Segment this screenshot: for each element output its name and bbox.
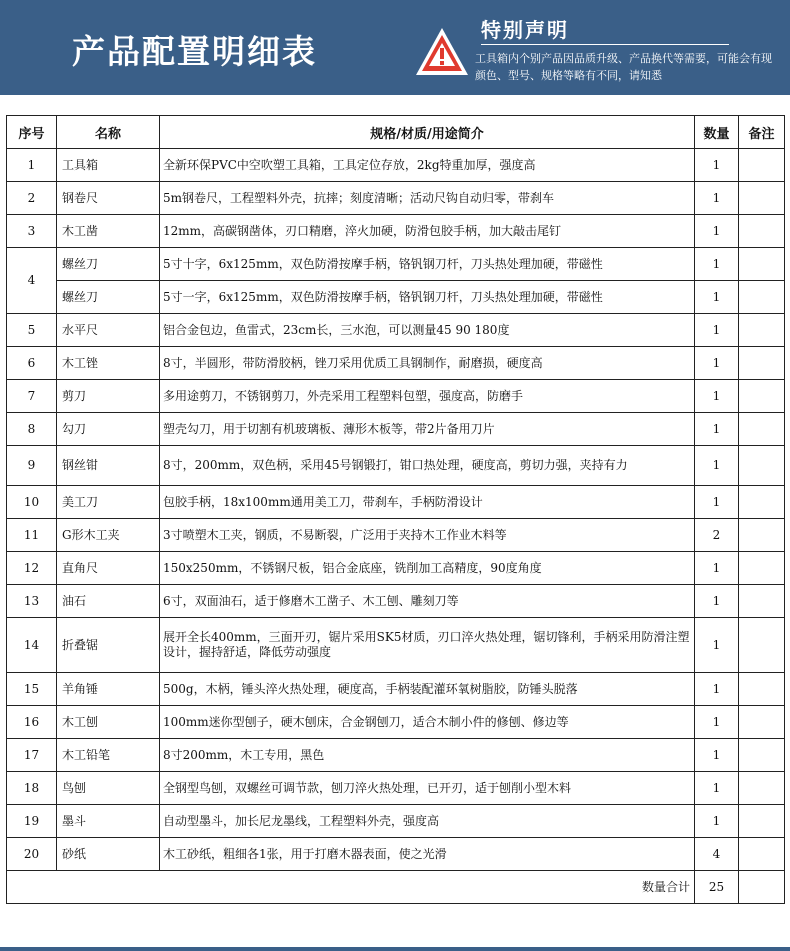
- cell-no: 8: [7, 413, 57, 446]
- cell-qty: 1: [695, 182, 739, 215]
- cell-remark: [739, 805, 785, 838]
- warning-triangle-icon: [414, 26, 470, 78]
- cell-qty: 1: [695, 618, 739, 673]
- cell-spec: 塑壳勾刀，用于切割有机玻璃板、薄形木板等，带2片备用刀片: [160, 413, 695, 446]
- table-body: [7, 149, 785, 904]
- cell-qty: 1: [695, 805, 739, 838]
- cell-no: 12: [7, 552, 57, 585]
- cell-spec: 3寸喷塑木工夹，钢质，不易断裂，广泛用于夹持木工作业木料等: [160, 519, 695, 552]
- cell-remark: [739, 585, 785, 618]
- column-header-name: 名称: [57, 116, 160, 149]
- cell-name: 剪刀: [57, 380, 160, 413]
- table-row: [7, 446, 785, 486]
- table-row: [7, 314, 785, 347]
- declaration-title: 特别声明: [481, 18, 569, 42]
- cell-qty: 1: [695, 413, 739, 446]
- cell-qty: 1: [695, 486, 739, 519]
- cell-remark: [739, 772, 785, 805]
- cell-name: 砂纸: [57, 838, 160, 871]
- cell-spec: 8寸200mm，木工专用，黑色: [160, 739, 695, 772]
- cell-remark: [739, 838, 785, 871]
- total-label: 数量合计: [7, 871, 695, 904]
- cell-remark: [739, 380, 785, 413]
- cell-no: 10: [7, 486, 57, 519]
- cell-remark: [739, 182, 785, 215]
- table-row: [7, 805, 785, 838]
- cell-remark: [739, 347, 785, 380]
- column-header-qty: 数量: [695, 116, 739, 149]
- cell-name: G形木工夹: [57, 519, 160, 552]
- table-row: [7, 838, 785, 871]
- cell-name: 直角尺: [57, 552, 160, 585]
- cell-no: 19: [7, 805, 57, 838]
- cell-no: 5: [7, 314, 57, 347]
- total-remark: [739, 871, 785, 904]
- table-row: [7, 772, 785, 805]
- cell-remark: [739, 149, 785, 182]
- cell-remark: [739, 552, 785, 585]
- table-row: [7, 281, 785, 314]
- cell-no: 9: [7, 446, 57, 486]
- cell-qty: 1: [695, 552, 739, 585]
- cell-name: 油石: [57, 585, 160, 618]
- cell-spec: 包胶手柄，18x100mm通用美工刀，带刹车，手柄防滑设计: [160, 486, 695, 519]
- cell-no: 13: [7, 585, 57, 618]
- column-header-remark: 备注: [739, 116, 785, 149]
- cell-qty: 1: [695, 673, 739, 706]
- cell-no: 14: [7, 618, 57, 673]
- declaration-divider: [481, 44, 729, 45]
- cell-spec: 全钢型鸟刨，双螺丝可调节款，刨刀淬火热处理，已开刃，适于刨削小型木料: [160, 772, 695, 805]
- table-row: [7, 248, 785, 281]
- total-value: 25: [695, 871, 739, 904]
- cell-remark: [739, 486, 785, 519]
- cell-qty: 1: [695, 585, 739, 618]
- cell-name: 折叠锯: [57, 618, 160, 673]
- cell-no: 1: [7, 149, 57, 182]
- cell-no: 6: [7, 347, 57, 380]
- table-row: [7, 380, 785, 413]
- cell-spec: 6寸，双面油石，适于修磨木工凿子、木工刨、雕刻刀等: [160, 585, 695, 618]
- cell-qty: 1: [695, 446, 739, 486]
- cell-no: 7: [7, 380, 57, 413]
- cell-remark: [739, 413, 785, 446]
- cell-name: 钢丝钳: [57, 446, 160, 486]
- cell-spec: 木工砂纸，粗细各1张，用于打磨木器表面，使之光滑: [160, 838, 695, 871]
- cell-name: 水平尺: [57, 314, 160, 347]
- cell-spec: 全新环保PVC中空吹塑工具箱，工具定位存放，2kg特重加厚，强度高: [160, 149, 695, 182]
- table-row: [7, 182, 785, 215]
- table-row: [7, 519, 785, 552]
- cell-remark: [739, 618, 785, 673]
- declaration-text: 工具箱内个别产品因品质升级、产品换代等需要，可能会有现颜色、型号、规格等略有不同，请知悉: [475, 52, 772, 82]
- cell-no: 3: [7, 215, 57, 248]
- page-title: 产品配置明细表: [72, 32, 317, 71]
- table-row: [7, 486, 785, 519]
- cell-qty: 1: [695, 281, 739, 314]
- cell-remark: [739, 519, 785, 552]
- cell-spec: 8寸，200mm，双色柄，采用45号钢锻打，钳口热处理，硬度高，剪切力强，夹持有力: [160, 446, 695, 486]
- cell-spec: 8寸，半圆形，带防滑胶柄，锉刀采用优质工具钢制作，耐磨损，硬度高: [160, 347, 695, 380]
- cell-qty: 1: [695, 739, 739, 772]
- cell-spec: 100mm迷你型刨子，硬木刨床，合金钢刨刀，适合木制小件的修刨、修边等: [160, 706, 695, 739]
- cell-spec: 5寸十字，6x125mm，双色防滑按摩手柄，铬钒钢刀杆，刀头热处理加硬，带磁性: [160, 248, 695, 281]
- cell-name: 墨斗: [57, 805, 160, 838]
- table-row: [7, 673, 785, 706]
- cell-name: 工具箱: [57, 149, 160, 182]
- product-table-container: [6, 115, 785, 904]
- cell-remark: [739, 739, 785, 772]
- table-row: [7, 706, 785, 739]
- cell-spec: 铝合金包边，鱼雷式，23cm长，三水泡，可以测量45 90 180度: [160, 314, 695, 347]
- header-banner: [0, 0, 790, 95]
- cell-no: 2: [7, 182, 57, 215]
- cell-qty: 1: [695, 347, 739, 380]
- cell-no: 20: [7, 838, 57, 871]
- table-row: [7, 413, 785, 446]
- cell-no: 18: [7, 772, 57, 805]
- cell-spec: 多用途剪刀，不锈钢剪刀，外壳采用工程塑料包塑，强度高，防磨手: [160, 380, 695, 413]
- table-row: [7, 215, 785, 248]
- cell-spec: 500g，木柄，锤头淬火热处理，硬度高，手柄装配灌环氧树脂胶，防锤头脱落: [160, 673, 695, 706]
- cell-no: 17: [7, 739, 57, 772]
- cell-qty: 1: [695, 314, 739, 347]
- bottom-bar: [0, 947, 790, 951]
- cell-qty: 1: [695, 215, 739, 248]
- column-header-no: 序号: [7, 116, 57, 149]
- table-row: [7, 552, 785, 585]
- cell-qty: 2: [695, 519, 739, 552]
- cell-remark: [739, 673, 785, 706]
- cell-spec: 150x250mm，不锈钢尺板，铝合金底座，铣削加工高精度，90度角度: [160, 552, 695, 585]
- cell-qty: 1: [695, 772, 739, 805]
- cell-name: 木工铅笔: [57, 739, 160, 772]
- table-header-row: [7, 116, 785, 149]
- cell-qty: 1: [695, 380, 739, 413]
- cell-qty: 1: [695, 248, 739, 281]
- cell-no: 16: [7, 706, 57, 739]
- cell-name: 美工刀: [57, 486, 160, 519]
- cell-remark: [739, 706, 785, 739]
- cell-spec: 自动型墨斗，加长尼龙墨线，工程塑料外壳，强度高: [160, 805, 695, 838]
- cell-qty: 1: [695, 706, 739, 739]
- cell-remark: [739, 215, 785, 248]
- cell-name: 勾刀: [57, 413, 160, 446]
- cell-name: 鸟刨: [57, 772, 160, 805]
- cell-name: 螺丝刀: [57, 281, 160, 314]
- cell-qty: 4: [695, 838, 739, 871]
- cell-name: 木工刨: [57, 706, 160, 739]
- cell-remark: [739, 446, 785, 486]
- table-row: [7, 739, 785, 772]
- cell-no: 11: [7, 519, 57, 552]
- cell-name: 羊角锤: [57, 673, 160, 706]
- cell-remark: [739, 314, 785, 347]
- cell-spec: 展开全长400mm，三面开刃，锯片采用SK5材质，刃口淬火热处理，锯切锋利，手柄采用防滑注塑设计，握持舒适，降低劳动强度: [160, 618, 695, 673]
- table-row: [7, 585, 785, 618]
- cell-spec: 5寸一字，6x125mm，双色防滑按摩手柄，铬钒钢刀杆，刀头热处理加硬，带磁性: [160, 281, 695, 314]
- cell-no: 15: [7, 673, 57, 706]
- product-config-table: [6, 115, 785, 904]
- cell-remark: [739, 281, 785, 314]
- cell-no: 4: [7, 248, 57, 314]
- cell-remark: [739, 248, 785, 281]
- cell-name: 螺丝刀: [57, 248, 160, 281]
- cell-spec: 12mm，高碳钢凿体，刃口精磨，淬火加硬，防滑包胶手柄，加大敲击尾钉: [160, 215, 695, 248]
- total-row: [7, 871, 785, 904]
- table-row: [7, 618, 785, 673]
- cell-spec: 5m钢卷尺，工程塑料外壳，抗摔；刻度清晰；活动尺钩自动归零，带刹车: [160, 182, 695, 215]
- cell-name: 木工锉: [57, 347, 160, 380]
- table-row: [7, 347, 785, 380]
- cell-name: 钢卷尺: [57, 182, 160, 215]
- table-row: [7, 149, 785, 182]
- cell-name: 木工凿: [57, 215, 160, 248]
- column-header-spec: 规格/材质/用途简介: [160, 116, 695, 149]
- cell-qty: 1: [695, 149, 739, 182]
